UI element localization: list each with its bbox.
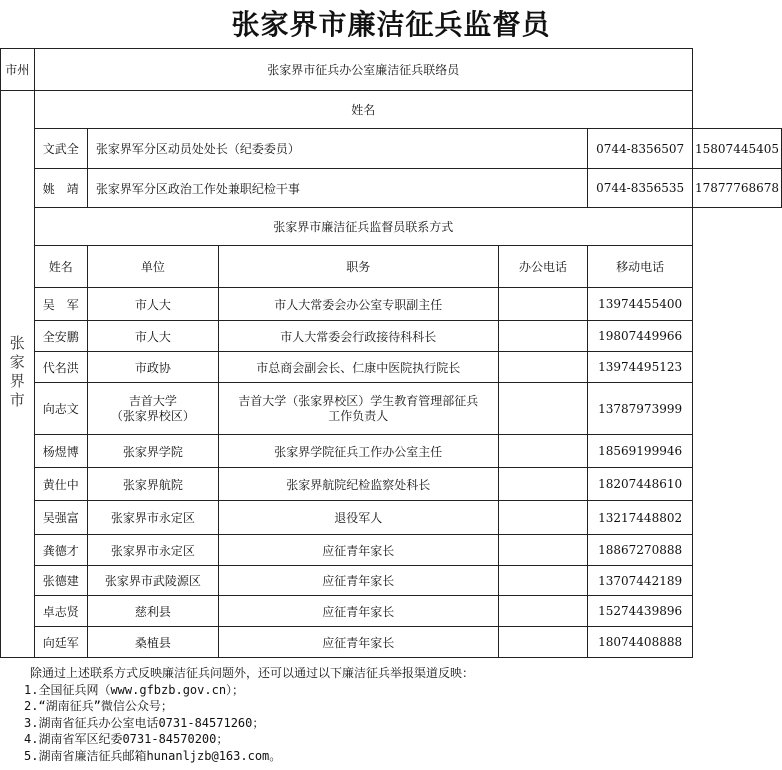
table-row: [1, 566, 782, 596]
mobile-cell: 13217448802: [588, 501, 693, 535]
position-cell: 市人大常委会行政接待科科长: [218, 321, 498, 352]
unit-cell: [87, 383, 218, 435]
office-phone-cell: [498, 566, 587, 596]
mobile-cell: 15274439896: [588, 596, 693, 627]
name-cell: 杨煜博: [34, 435, 87, 468]
column-header-row: [1, 246, 782, 288]
table-row: [1, 596, 782, 627]
liaison-name: 文武全: [34, 129, 87, 169]
unit-cell: 张家界市永定区: [87, 535, 218, 566]
position-cell: 张家界航院纪检监察处科长: [218, 468, 498, 501]
name-cell: 吴强富: [34, 501, 87, 535]
name-cell: 吴 军: [34, 288, 87, 321]
region-header: 市州: [1, 49, 35, 91]
office-phone-cell: [498, 468, 587, 501]
table-row: [1, 383, 782, 435]
name-cell: 代名洪: [34, 352, 87, 383]
unit-cell: 市政协: [87, 352, 218, 383]
position-cell: 张家界学院征兵工作办公室主任: [218, 435, 498, 468]
mobile-cell: 18867270888: [588, 535, 693, 566]
liaison-office-phone: 0744-8356535: [588, 169, 693, 208]
name-cell: 龚德才: [34, 535, 87, 566]
position-cell: 退役军人: [218, 501, 498, 535]
notes-item: 4.湖南省军区纪委0731-84570200；: [24, 732, 229, 746]
liaison-name: 姚 靖: [34, 169, 87, 208]
col-header-unit: 单位: [87, 246, 218, 288]
mobile-cell: 13974455400: [588, 288, 693, 321]
position-cell: 应征青年家长: [218, 566, 498, 596]
unit-cell: 张家界市永定区: [87, 501, 218, 535]
position-cell: 应征青年家长: [218, 596, 498, 627]
table-row: [1, 435, 782, 468]
position-cell: 应征青年家长: [218, 627, 498, 658]
unit-cell: 市人大: [87, 321, 218, 352]
table-row: [1, 321, 782, 352]
unit-line: （张家界校区）: [110, 408, 195, 423]
mobile-cell: 13787973999: [588, 383, 693, 435]
region-cell: [1, 91, 35, 658]
unit-cell: 桑植县: [87, 627, 218, 658]
mobile-cell: 18074408888: [588, 627, 693, 658]
table-row: [1, 352, 782, 383]
table-row: [1, 468, 782, 501]
notes-item: 1.全国征兵网（www.gfbzb.gov.cn）；: [24, 682, 245, 697]
position-cell: 应征青年家长: [218, 535, 498, 566]
table-row: [1, 535, 782, 566]
col-header-position: 职务: [218, 246, 498, 288]
liaison-row: [1, 129, 782, 169]
name-cell: 卓志贤: [34, 596, 87, 627]
notes-item: 3.湖南省征兵办公室电话0731-84571260；: [24, 715, 265, 730]
name-cell: 向廷军: [34, 627, 87, 658]
name-cell: 全安鹏: [34, 321, 87, 352]
mobile-cell: 18207448610: [588, 468, 693, 501]
table-row: [1, 501, 782, 535]
office-phone-cell: [498, 627, 587, 658]
position-line: 工作负责人: [328, 408, 389, 423]
office-phone-cell: [498, 383, 587, 435]
liaison-header: 张家界市征兵办公室廉洁征兵联络员: [34, 49, 692, 91]
position-cell: [218, 383, 498, 435]
supervisor-header: 张家界市廉洁征兵监督员联系方式: [34, 208, 692, 246]
unit-line: 吉首大学: [128, 393, 177, 408]
name-cell: 张德建: [34, 566, 87, 596]
position-cell: 市总商会副会长、仁康中医院执行院长: [218, 352, 498, 383]
col-header-office-phone: 办公电话: [498, 246, 587, 288]
unit-cell: 张家界市武陵源区: [87, 566, 218, 596]
table-row: [1, 627, 782, 658]
liaison-title: 张家界军分区动员处处长（纪委委员）: [87, 129, 587, 169]
notes-item: 2.“湖南征兵”微信公众号；: [24, 699, 173, 713]
col-header-name: 姓名: [34, 246, 87, 288]
office-phone-cell: [498, 596, 587, 627]
liaison-mobile: 17877768678: [693, 169, 782, 208]
name-cell: 黄仕中: [34, 468, 87, 501]
position-line: 吉首大学（张家界校区）学生教育管理部征兵: [238, 393, 479, 408]
mobile-cell: 18569199946: [588, 435, 693, 468]
name-cell: 向志文: [34, 383, 87, 435]
notes-lead: 除通过上述联系方式反映廉洁征兵问题外，还可以通过以下廉洁征兵举报渠道反映：: [30, 666, 475, 680]
unit-cell: 市人大: [87, 288, 218, 321]
office-phone-cell: [498, 352, 587, 383]
liaison-title: 张家界军分区政治工作处兼职纪检干事: [87, 169, 587, 208]
office-phone-cell: [498, 288, 587, 321]
page-title: 张家界市廉洁征兵监督员: [231, 8, 551, 41]
office-phone-cell: [498, 535, 587, 566]
office-phone-cell: [498, 435, 587, 468]
col-header-mobile: 移动电话: [588, 246, 693, 288]
unit-cell: 慈利县: [87, 596, 218, 627]
liaison-name-header: 姓名: [34, 91, 692, 129]
unit-cell: 张家界学院: [87, 435, 218, 468]
liaison-row: [1, 169, 782, 208]
region-name: 张家界市: [7, 334, 26, 411]
supervisor-table: [0, 48, 782, 658]
unit-cell: 张家界航院: [87, 468, 218, 501]
liaison-office-phone: 0744-8356507: [588, 129, 693, 169]
office-phone-cell: [498, 501, 587, 535]
table-row: [1, 288, 782, 321]
liaison-mobile: 15807445405: [693, 129, 782, 169]
position-cell: 市人大常委会办公室专职副主任: [218, 288, 498, 321]
mobile-cell: 13707442189: [588, 566, 693, 596]
mobile-cell: 19807449966: [588, 321, 693, 352]
reporting-notes: [24, 665, 774, 764]
notes-item: 5.湖南省廉洁征兵邮箱hunanljzb@163.com。: [24, 748, 282, 763]
office-phone-cell: [498, 321, 587, 352]
mobile-cell: 13974495123: [588, 352, 693, 383]
